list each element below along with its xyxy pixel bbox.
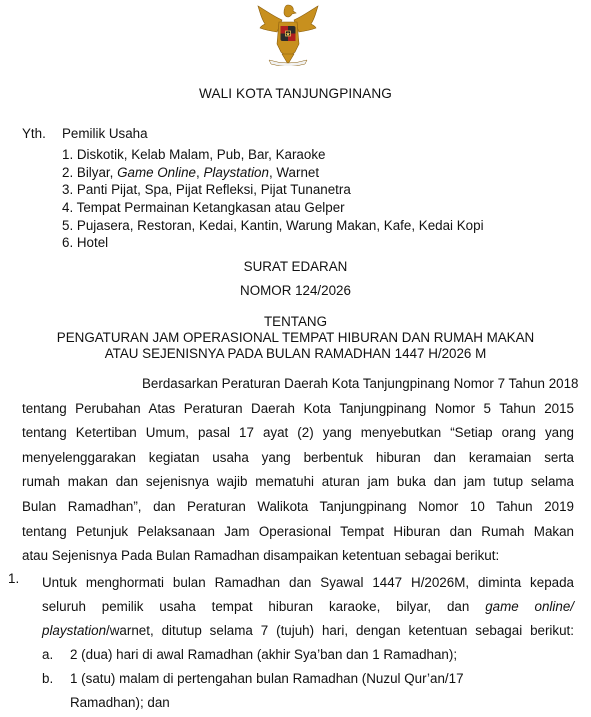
body-line: menyelenggarakan kegiatan usaha yang berbentuk hiburan dan keramaian serta — [22, 449, 574, 465]
letter-subject-line2: ATAU SEJENISNYA PADA BULAN RAMADHAN 1447 H/2026 M — [104, 346, 487, 361]
body-line: atau Sejenisnya Pada Bulan Ramadhan disampaikan ketentuan sebagai berikut: — [22, 548, 500, 564]
body-line: Bulan Ramadhan”, dan Peraturan Walikota Tanjungpinang Nomor 10 Tahun 2019 — [22, 498, 574, 514]
addressee-item: 2. Bilyar, Game Online, Playstation, Warnet — [62, 164, 320, 180]
provision-line: Untuk menghormati bulan Ramadhan dan Syawal 1447 H/2026M, diminta kepada — [42, 575, 574, 590]
subitem-text: Ramadhan); dan — [70, 695, 170, 710]
addressee-item: 4. Tempat Permainan Ketangkasan atau Gelper — [62, 200, 345, 216]
letter-about: TENTANG — [264, 314, 327, 329]
addressee-item: 5. Pujasera, Restoran, Kedai, Kantin, Warung Makan, Kafe, Kedai Kopi — [62, 217, 484, 233]
letter-number: NOMOR 124/2026 — [240, 283, 351, 298]
provision-number: 1. — [8, 571, 20, 586]
addressee-list — [62, 146, 484, 252]
body-line: tentang Petunjuk Pelaksanaan Jam Operasional Tempat Hiburan dan Rumah Makan — [22, 523, 574, 539]
provision-1 — [8, 571, 574, 642]
subitem-label: b. — [42, 671, 54, 686]
letter-subject-line1: PENGATURAN JAM OPERASIONAL TEMPAT HIBURAN DAN RUMAH MAKAN — [56, 330, 535, 345]
body-line: Berdasarkan Peraturan Daerah Kota Tanjungpinang Nomor 7 Tahun 2018 — [142, 376, 579, 391]
subitem-text: 2 (dua) hari di awal Ramadhan (akhir Sya’ban dan 1 Ramadhan); — [70, 647, 458, 662]
body-line: tentang Ketertiban Umum, pasal 17 ayat (2) yang menyebutkan “Setiap orang yang — [22, 425, 574, 441]
issuer-title: WALI KOTA TANJUNGPINANG — [199, 86, 392, 101]
subitem-label: a. — [42, 647, 54, 662]
subitem-text: 1 (satu) malam di pertengahan bulan Ramadhan (Nuzul Qur’an/17 — [70, 671, 464, 686]
addressee-item: 1. Diskotik, Kelab Malam, Pub, Bar, Karaoke — [62, 147, 326, 162]
letter-kind: SURAT EDARAN — [243, 259, 348, 274]
provision-line: playstation/warnet, ditutup selama 7 (tujuh) hari, dengan ketentuan sebagai berikut: — [42, 622, 574, 638]
body-line: tentang Perubahan Atas Peraturan Daerah Kota Tanjungpinang Nomor 5 Tahun 2015 — [22, 400, 574, 416]
body-paragraph — [22, 372, 579, 569]
addressee-target: Pemilik Usaha — [62, 126, 148, 141]
addressee-label: Yth. — [22, 126, 46, 141]
provision-line: seluruh pemilik usaha tempat hiburan karaoke, bilyar, dan game online/ — [42, 598, 574, 614]
addressee-item: 6. Hotel — [62, 235, 109, 251]
addressee-item: 3. Panti Pijat, Spa, Pijat Refleksi, Pijat Tunanetra — [62, 182, 351, 198]
body-line: rumah makan dan sejenisnya wajib mematuhi aturan jam buka dan jam tutup selama — [22, 474, 574, 490]
garuda-pancasila-emblem — [255, 2, 321, 66]
